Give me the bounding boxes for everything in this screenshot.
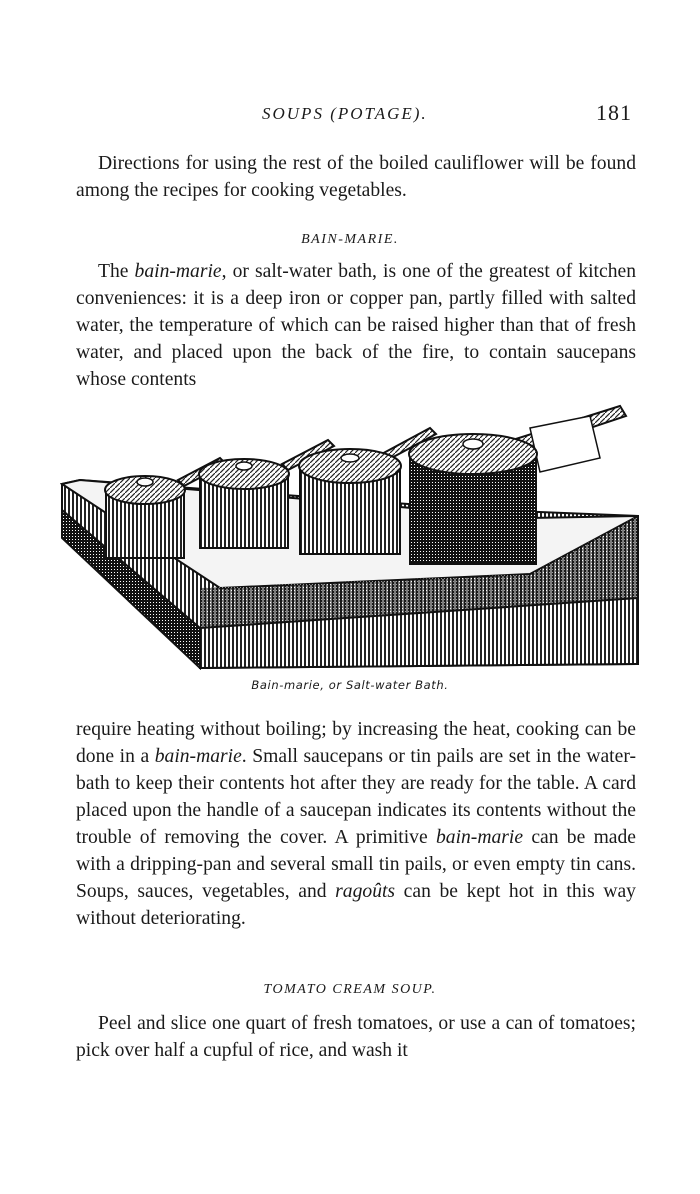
p2-em-1: bain-marie [154,746,242,767]
saucepan-2 [199,459,289,548]
saucepan-3 [299,449,401,554]
p2-end: can be kept hot in this way without deteriorating. [76,881,636,929]
label-card [530,416,600,472]
p2-em-2: bain-marie [435,827,524,848]
saucepan-1 [105,476,185,558]
bain-marie-illustration [60,398,680,670]
intro-paragraph [76,150,636,204]
p1-start: The [98,261,135,282]
p2-start: require heating without boiling; by increasing the heat, cooking can be done in a [76,719,636,767]
bain-marie-heading: BAIN-MARIE. [301,232,399,247]
running-head [0,100,700,130]
running-title: SOUPS (POTAGE). [262,104,428,123]
p1-rest: , or salt-water bath, is one of the greatest of kitchen conveniences: it is a deep iron or copper pan, partly filled with salted water, the temperature of which can be raised higher than that of fresh water, and placed upon the back of the fire, to contain saucepans whose contents [76,261,636,390]
p2-em-3: ragoûts [335,881,396,902]
p2-mid-2: can be made with a dripping-pan and several small tin pails, or even empty tin cans. Soups, sauces, vegetables, and [76,827,637,902]
bain-marie-paragraph-2 [76,716,636,932]
page-number: 181 [596,100,632,125]
bain-marie-paragraph-1 [76,258,636,393]
intro-text: Directions for using the rest of the boiled cauliflower will be found among the recipes for cooking vegetables. [76,153,636,201]
p2-mid: . Small saucepans or tin pails are set in the water-bath to keep their contents hot after they are ready for the table. A card placed upon the handle of a saucepan indicates its contents without the trouble of removing the cover. A primitive [76,746,636,848]
saucepan-4 [409,434,537,564]
tomato-soup-paragraph [76,1010,636,1064]
figure-caption: Bain-marie, or Salt-water Bath. [251,678,449,692]
tomato-soup-heading: TOMATO CREAM SOUP. [263,982,437,997]
p1-em: bain-marie [134,261,222,282]
tomato-soup-text: Peel and slice one quart of fresh tomatoes, or use a can of tomatoes; pick over half a cupful of rice, and wash it [76,1013,636,1061]
